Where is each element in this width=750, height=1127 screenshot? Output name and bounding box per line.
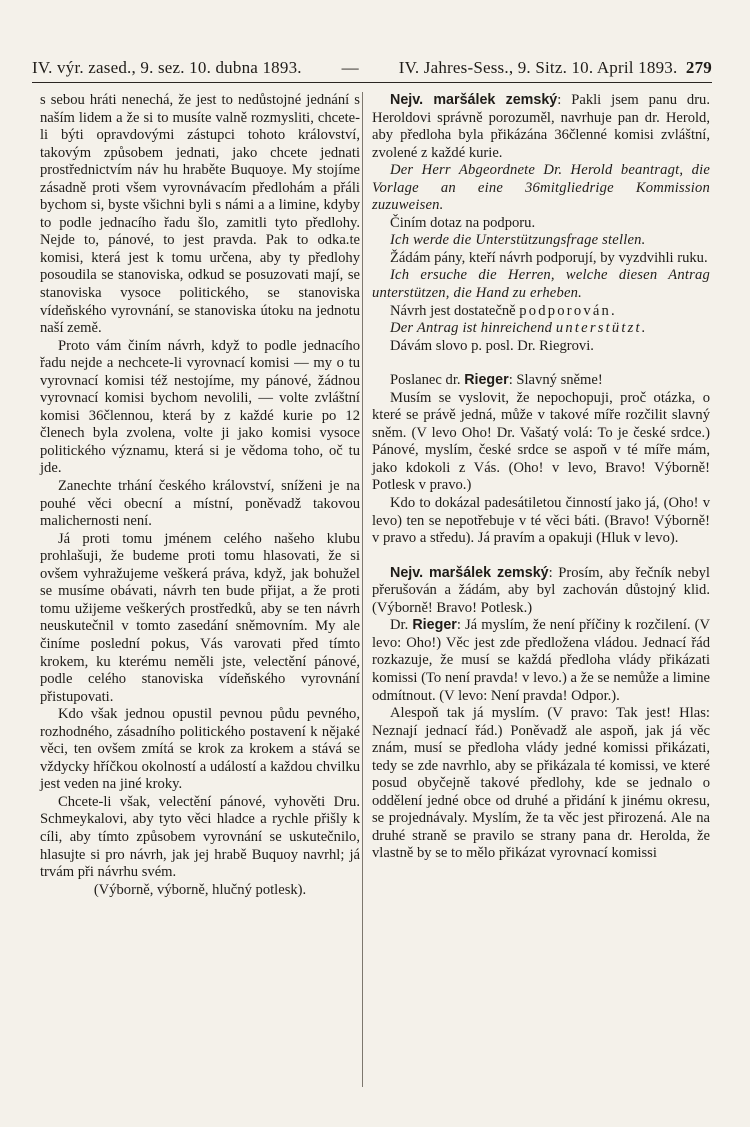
page-number: 279 (685, 58, 712, 77)
spaced-text: podporován. (519, 302, 617, 319)
left-paragraph: Chcete-li však, velectění pánové, vyhověti Dru. Schmeykalovi, aby tyto věci hladce a rychle přišly k cíli, aby tímto způsobem vyrovnání se uskutečnilo, hlasujte si pro návrh, jak jej hrabě Buquoy navrhl; já trvám při návrhu svém. (40, 793, 360, 881)
text-run: : Slavný sněme! (508, 372, 603, 389)
header-separator: — (341, 58, 359, 77)
right-column (372, 92, 710, 863)
text-run: : Já myslím, že není příčiny k rozčilení. (V levo: Oho!) Věc jest zde předložena vládou. Jednací řád rozkazuje, že musí se každá předloha vlády přikázati komissi (To není pravda! v levo.) a že se nemůže a limine odmítnout. (V levo: Není pravda! Odpor.). (372, 617, 711, 704)
german-paragraph: Ich ersuche die Herren, welche diesen Antrag unterstützen, die Hand zu erheben. (372, 267, 710, 302)
speaker-name: Nejv. maršálek zemský (390, 92, 558, 108)
speech-text: : Prosím, aby řečník nebyl přerušován a žádám, aby byl zachován důstojný klid. (Výborně! Bravo! Potlesk.) (372, 564, 710, 616)
column-divider (362, 92, 363, 1087)
left-paragraph: Kdo však jednou opustil pevnou půdu pevného, rozhodného, zásadního politického postavení k nějaké věci, ten ovšem zmítá se krok za krokem a stává se vždycky hříčkou okolností a událostí a každou chvilku jest veden na jiné kroky. (40, 706, 360, 793)
left-paragraph-applause: (Výborně, výborně, hlučný potlesk). (93, 881, 307, 898)
paragraph: Musím se vyslovit, že nepochopuji, proč otázka, o které se právě jedná, může v takové míře rozčilit slavný sněm. (V levo Oho! Dr. Vašatý volá: To je české srdce.) Pánové, myslím, české srdce se aspoň v té míře mám, jako kdokoli z Vás. (Oho! v levo, Bravo! Výborně! Potlesk v pravo.) (372, 389, 710, 494)
left-paragraph: Já proti tomu jménem celého našeho klubu prohlašuji, že budeme proti tomu hlasovati, že si ovšem vyhražujeme veškerá práva, když, jak bohužel se musíme obávati, návrh ten bude přijat, a že proti tomu užijeme veškerých prostředků, aby se ten návrh neuskutečnil v tomto zasedání sněmovním. My ale činíme poslední pokus, Vás varovati před tímto krokem, ku kterému neměli jste, velectění pánové, podle celého stanoviska vídeňského vyrovnání přistupovati. (40, 530, 360, 705)
speech-rieger (372, 617, 710, 705)
paragraph: Alespoň tak já myslím. (V pravo: Tak jest! Hlas: Neznají jednací řád.) Poněvadž ale aspoň, jak já věc znám, musí se předloha vlády jedné komissi přikázati, tedy se zde navrhlo, aby se přikázala té komissi, ve které posud obyčejně takové předlohy, kde se jednalo o oddělení jedné obce od druhé a přidání k jinému okresu, se projednávaly. Myslím, že ta věc jest přirozená. Ale na druhé straně se pravilo se strany pana dr. Herolda, že vlastně by se to mělo přikázat vyrovnací komissi (372, 705, 710, 862)
speech-text: : Pakli jsem panu dru. Heroldovi správně porozuměl, navrhuje pan dr. Herold, aby předloha byla přikázána 36členné komisi zvláštní, zvolené z každé kurie. (372, 92, 710, 161)
paragraph: Činím dotaz na podporu. (390, 214, 536, 231)
left-paragraph: Proto vám činím návrh, když to podle jednacího řadu nejde a nechcete-li vyrovnací komisi — my o tu vyrovnací komisi též nestojíme, my pánové, žádnou vyrovnací komisi bychom nevolili, — volte zvláštní komisi 36člennou, která by z každé kurie po 12 členech byla zvolena, volte ji jako komisi vysoce politického významu, která si je vědoma toho, oč tu jde. (40, 337, 360, 477)
speaker-name: Rieger (412, 617, 457, 634)
header-german: IV. Jahres-Sess., 9. Sitz. 10. April 1893. (398, 58, 678, 77)
left-paragraph: Zanechte trhání českého království, sníženi je na pouhé věci obecní a místní, poněvadž takovou malichernosti není. (40, 478, 360, 530)
german-paragraph (372, 320, 710, 338)
running-header (32, 52, 712, 83)
left-paragraph: s sebou hráti nenechá, že jest to nedůstojné jednání s naším lidem a že si to musíte valně rozmysliti, chcete-li býti opravdovými zástupci tohoto království, takovým způsobem jednati, jako chcete jednati prostřednictvím náv hu hraběte Buquoye. My stojíme zásadně proti všem vyrovnávacím předlohám a přáli bychom si, byste všichni byli s námi a a limine, kdyby to podle jednacího řadu šlo, zamitli tyto předlohy. Nejde to, pánové, to jest pravda. Pak to odka.te komisi, která jest k tomu určena, aby ty předlohy posoudila se stanoviska, odkud se posuzovati mají, se stanoviska vysoce politického, se stanoviska vídeňského vyrovnání, se stanoviska útoku na jednotu naší země. (40, 92, 360, 337)
speaker-name: Rieger (464, 372, 509, 389)
paragraph (372, 303, 710, 321)
spaced-text: unterstützt. (555, 320, 648, 337)
speech-marshal (372, 92, 710, 162)
header-czech: IV. výr. zased., 9. sez. 10. dubna 1893. (32, 58, 302, 77)
text-run: Der Antrag ist hinreichend (390, 320, 556, 337)
speech-marshal (372, 565, 710, 618)
header-german-group (399, 58, 712, 78)
paragraph: Žádám pány, kteří návrh podporují, by vyzdvihli ruku. (390, 249, 708, 266)
left-column (40, 92, 360, 899)
german-paragraph: Ich werde die Unterstützungsfrage stellen. (390, 232, 646, 249)
speech-rieger (372, 372, 710, 390)
paragraph: Dávám slovo p. posl. Dr. Riegrovi. (390, 337, 594, 354)
german-paragraph: Der Herr Abgeordnete Dr. Herold beantragt, die Vorlage an eine 36mitgliedrige Kommission zuzuweisen. (372, 162, 710, 214)
text-run: Poslanec dr. (390, 372, 465, 389)
speaker-name: Nejv. maršálek zemský (390, 564, 549, 581)
paragraph: Kdo to dokázal padesátiletou činností jako já, (Oho! v levo) ten se nepotřebuje v té věci báti. (Bravo! Výborně! v pravo a středu). Já pravím a opakuji (Hluk v levo). (372, 495, 710, 547)
text-run: Dr. (390, 617, 413, 634)
text-run: Návrh jest dostatečně (390, 302, 520, 319)
